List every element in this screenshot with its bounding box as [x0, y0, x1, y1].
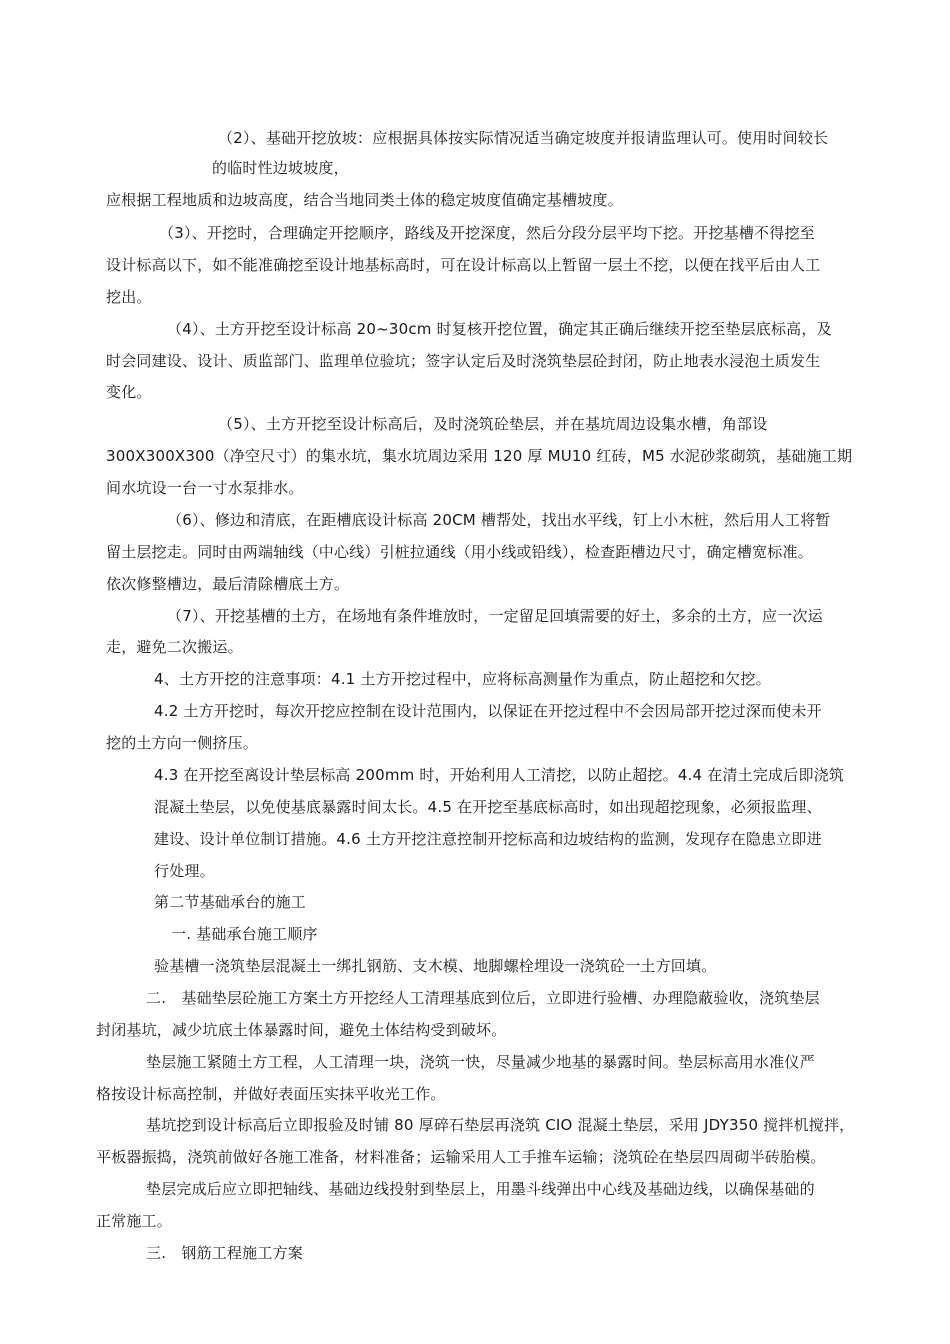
text-line: 走，避免二次搬运。	[106, 638, 243, 656]
text-line: 二. 基础垫层砼施工方案土方开挖经人工清理基底到位后，立即进行验槽、办理隐蔽验收，浇筑垫层	[146, 989, 820, 1007]
text-line: （5）、土方开挖至设计标高后，及时浇筑砼垫层，并在基坑周边设集水槽，角部设	[218, 415, 768, 433]
text-line: 格按设计标高控制，并做好表面压实抹平收光工作。	[96, 1085, 446, 1103]
text-line: 建设、设计单位制订措施。4.6 土方开挖注意控制开挖标高和边坡结构的监测，发现存在隐患立即进	[154, 830, 822, 848]
text-line: （7）、开挖基槽的土方，在场地有条件堆放时，一定留足回填需要的好土，多余的土方，应一次运	[167, 607, 823, 625]
text-line: 正常施工。	[96, 1212, 173, 1230]
text-line: （6）、修边和清底，在距槽底设计标高 20CM 槽帮处，找出水平线，钉上小木桩，然后用人工将暂	[167, 511, 831, 529]
text-line: 验基槽一浇筑垫层混凝土一绑扎钢筋、支木模、地脚螺栓埋设一浇筑砼一土方回填。	[154, 957, 717, 975]
text-line: 混凝土垫层，以免使基底暴露时间太长。4.5 在开挖至基底标高时，如出现超挖现象，必须报监理、	[154, 798, 822, 816]
text-line: 4.3 在开挖至离设计垫层标高 200mm 时，开始利用人工清挖，以防止超挖。4.4 在清土完成后即浇筑	[154, 766, 845, 784]
text-line: 挖的土方向一侧挤压。	[106, 734, 259, 752]
text-line: 行处理。	[154, 862, 215, 880]
text-line: （2）、基础开挖放坡：应根据具体按实际情况适当确定坡度并报请监理认可。使用时间较长	[218, 129, 829, 147]
text-line: （3）、开挖时，合理确定开挖顺序，路线及开挖深度，然后分段分层平均下挖。开挖基槽不得挖至	[159, 224, 815, 242]
text-line: 基坑挖到设计标高后立即报验及时铺 80 厚碎石垫层再浇筑 CIO 混凝土垫层，采用 JDY350 搅拌机搅拌，	[146, 1116, 855, 1134]
text-line: 垫层完成后应立即把轴线、基础边线投射到垫层上，用墨斗线弹出中心线及基础边线，以确保基础的	[146, 1180, 815, 1198]
text-line: （4）、土方开挖至设计标高 20~30cm 时复核开挖位置，确定其正确后继续开挖至垫层底标高，及	[167, 320, 832, 338]
text-line: 应根据工程地质和边坡高度，结合当地同类土体的稳定坡度值确定基槽坡度。	[106, 191, 623, 209]
text-line: 300X300X300（净空尺寸）的集水坑，集水坑周边采用 120 厚 MU10 红砖，M5 水泥砂浆砌筑，基础施工期	[106, 447, 853, 465]
text-line: 4、土方开挖的注意事项：4.1 土方开挖过程中，应将标高测量作为重点，防止超挖和欠挖。	[154, 670, 771, 688]
text-line: 平板器振捣，浇筑前做好各施工准备，材料准备；运输采用人工手推车运输；浇筑砼在垫层四周砌半砖胎模。	[96, 1148, 826, 1166]
text-line: 依次修整槽边，最后清除槽底土方。	[106, 575, 350, 593]
subsection-heading: 一. 基础承台施工顺序	[171, 925, 318, 943]
text-line: 4.2 土方开挖时，每次开挖应控制在设计范围内，以保证在开挖过程中不会因局部开挖过深而使未开	[154, 702, 822, 720]
text-line: 垫层施工紧随土方工程，人工清理一块，浇筑一快，尽量减少地基的暴露时间。垫层标高用水准仪严	[146, 1053, 815, 1071]
text-line: 的临时性边坡坡度，	[212, 159, 349, 177]
text-line: 留土层挖走。同时由两端轴线（中心线）引桩拉通线（用小线或铅线），检查距槽边尺寸，确定槽宽标准。	[106, 543, 813, 561]
text-line: 设计标高以下，如不能准确挖至设计地基标高时，可在设计标高以上暂留一层土不挖，以便在找平后由人工	[106, 256, 821, 274]
text-line: 挖出。	[106, 288, 152, 306]
text-line: 变化。	[106, 383, 152, 401]
section-heading: 第二节基础承台的施工	[154, 893, 307, 911]
section-heading: 三. 钢筋工程施工方案	[146, 1244, 303, 1262]
text-line: 时会同建设、设计、质监部门、监理单位验坑；签字认定后及时浇筑垫层砼封闭，防止地表水浸泡土质发生	[106, 352, 821, 370]
text-line: 封闭基坑，减少坑底土体暴露时间，避免土体结构受到破坏。	[96, 1021, 507, 1039]
text-line: 间水坑设一台一寸水泵排水。	[106, 479, 304, 497]
